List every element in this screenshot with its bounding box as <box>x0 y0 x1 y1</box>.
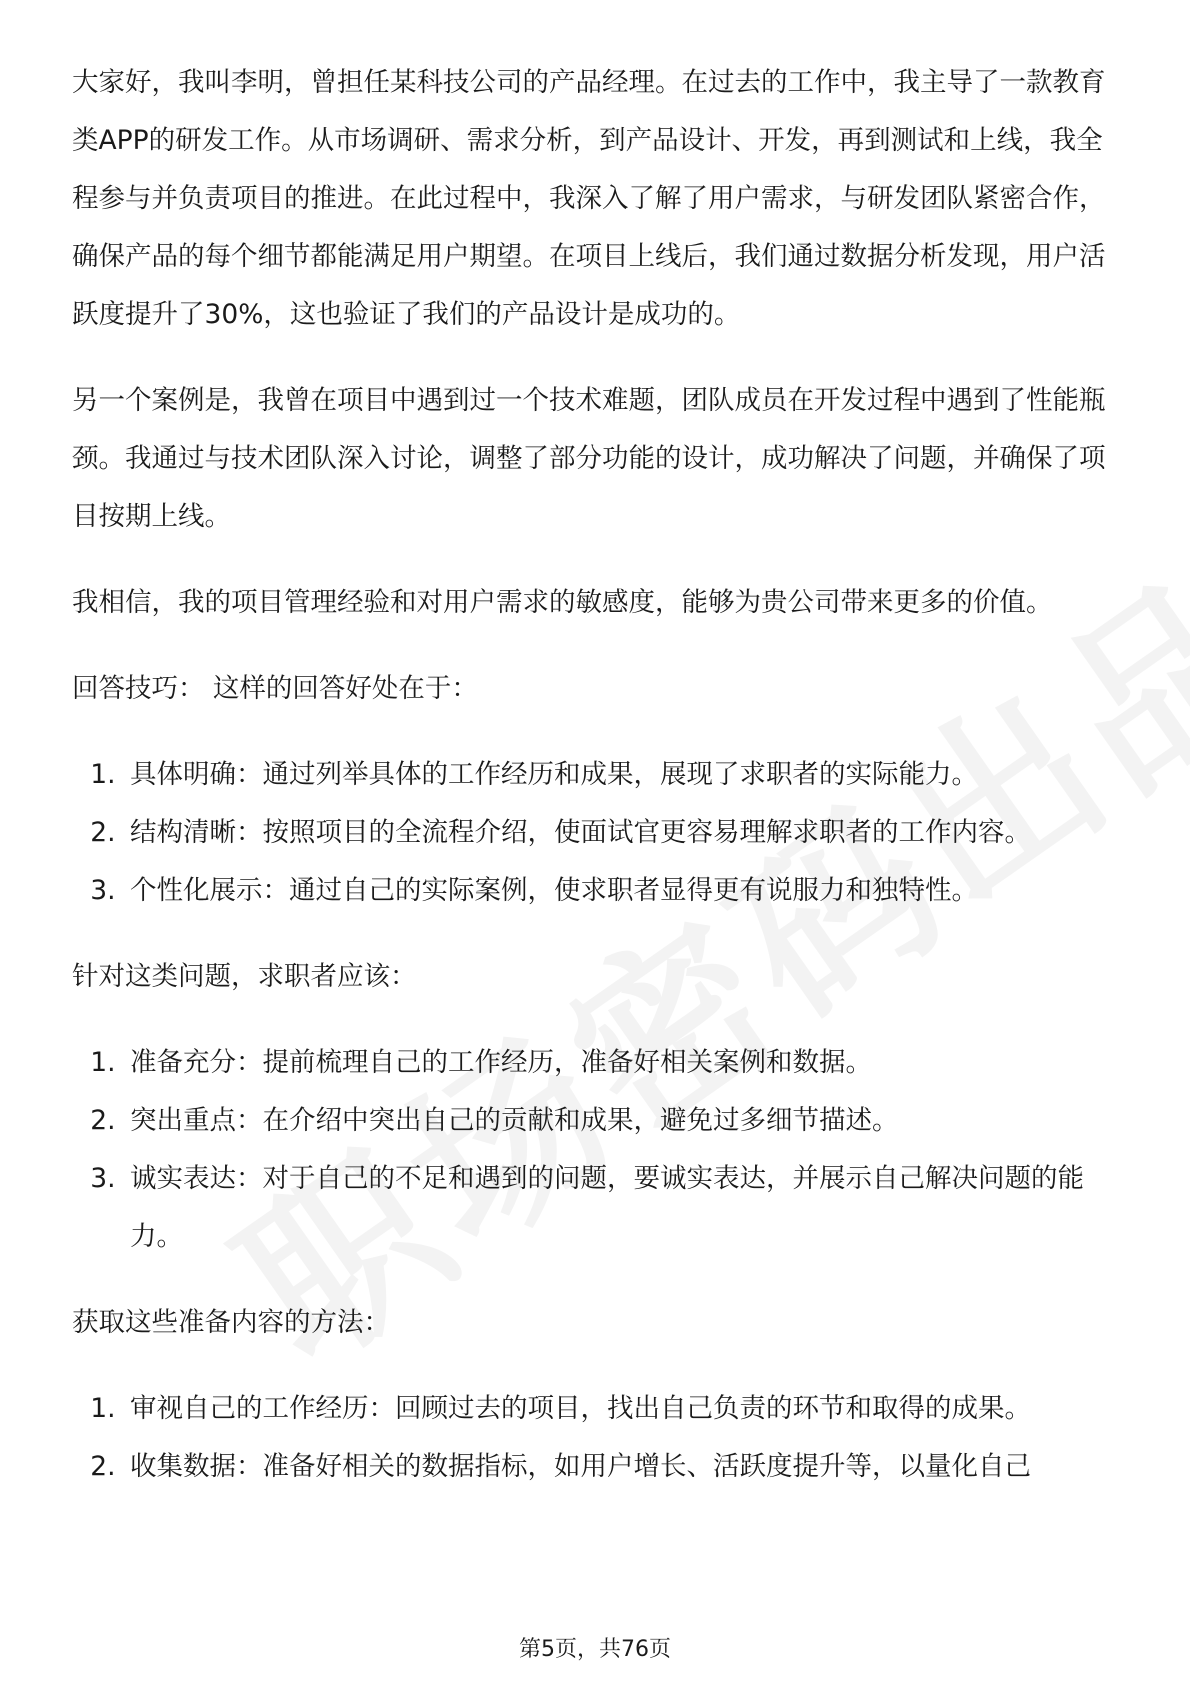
list-item: 2. 突出重点：在介绍中突出自己的贡献和成果，避免过多细节描述。 <box>124 1092 1122 1150</box>
tips-heading: 回答技巧： 这样的回答好处在于： <box>72 673 478 704</box>
intro-paragraph: 大家好，我叫李明，曾担任某科技公司的产品经理。在过去的工作中，我主导了一款教育类APP的研发工作。从市场调研、需求分析，到产品设计、开发，再到测试和上线，我全程参与并负责项目的推进。在此过程中，我深入了解了用户需求，与研发团队紧密合作，确保产品的每个细节都能满足用户期望。在项目上线后，我们通过数据分析发现，用户活跃度提升了30%，这也验证了我们的产品设计是成功的。 <box>72 67 1106 330</box>
list-item: 1. 审视自己的工作经历：回顾过去的项目，找出自己负责的环节和取得的成果。 <box>124 1380 1122 1438</box>
list-item: 2. 结构清晰：按照项目的全流程介绍，使面试官更容易理解求职者的工作内容。 <box>124 804 1122 862</box>
list-item: 2. 收集数据：准备好相关的数据指标，如用户增长、活跃度提升等，以量化自己 <box>124 1438 1122 1496</box>
method-heading: 获取这些准备内容的方法： <box>72 1307 390 1338</box>
tips-list <box>72 746 1122 920</box>
list-item: 3. 诚实表达：对于自己的不足和遇到的问题，要诚实表达，并展示自己解决问题的能力。 <box>124 1150 1122 1266</box>
closing-paragraph: 我相信，我的项目管理经验和对用户需求的敏感度，能够为贵公司带来更多的价值。 <box>72 587 1053 618</box>
list-item: 1. 具体明确：通过列举具体的工作经历和成果，展现了求职者的实际能力。 <box>124 746 1122 804</box>
should-list <box>72 1034 1122 1266</box>
case-paragraph: 另一个案例是，我曾在项目中遇到过一个技术难题，团队成员在开发过程中遇到了性能瓶颈。我通过与技术团队深入讨论，调整了部分功能的设计，成功解决了问题，并确保了项目按期上线。 <box>72 385 1106 532</box>
document-body <box>72 54 1122 1524</box>
should-heading: 针对这类问题，求职者应该： <box>72 961 417 992</box>
list-item: 1. 准备充分：提前梳理自己的工作经历，准备好相关案例和数据。 <box>124 1034 1122 1092</box>
page-footer: 第5页，共76页 <box>519 1637 671 1662</box>
method-list <box>72 1380 1122 1496</box>
list-item: 3. 个性化展示：通过自己的实际案例，使求职者显得更有说服力和独特性。 <box>124 862 1122 920</box>
